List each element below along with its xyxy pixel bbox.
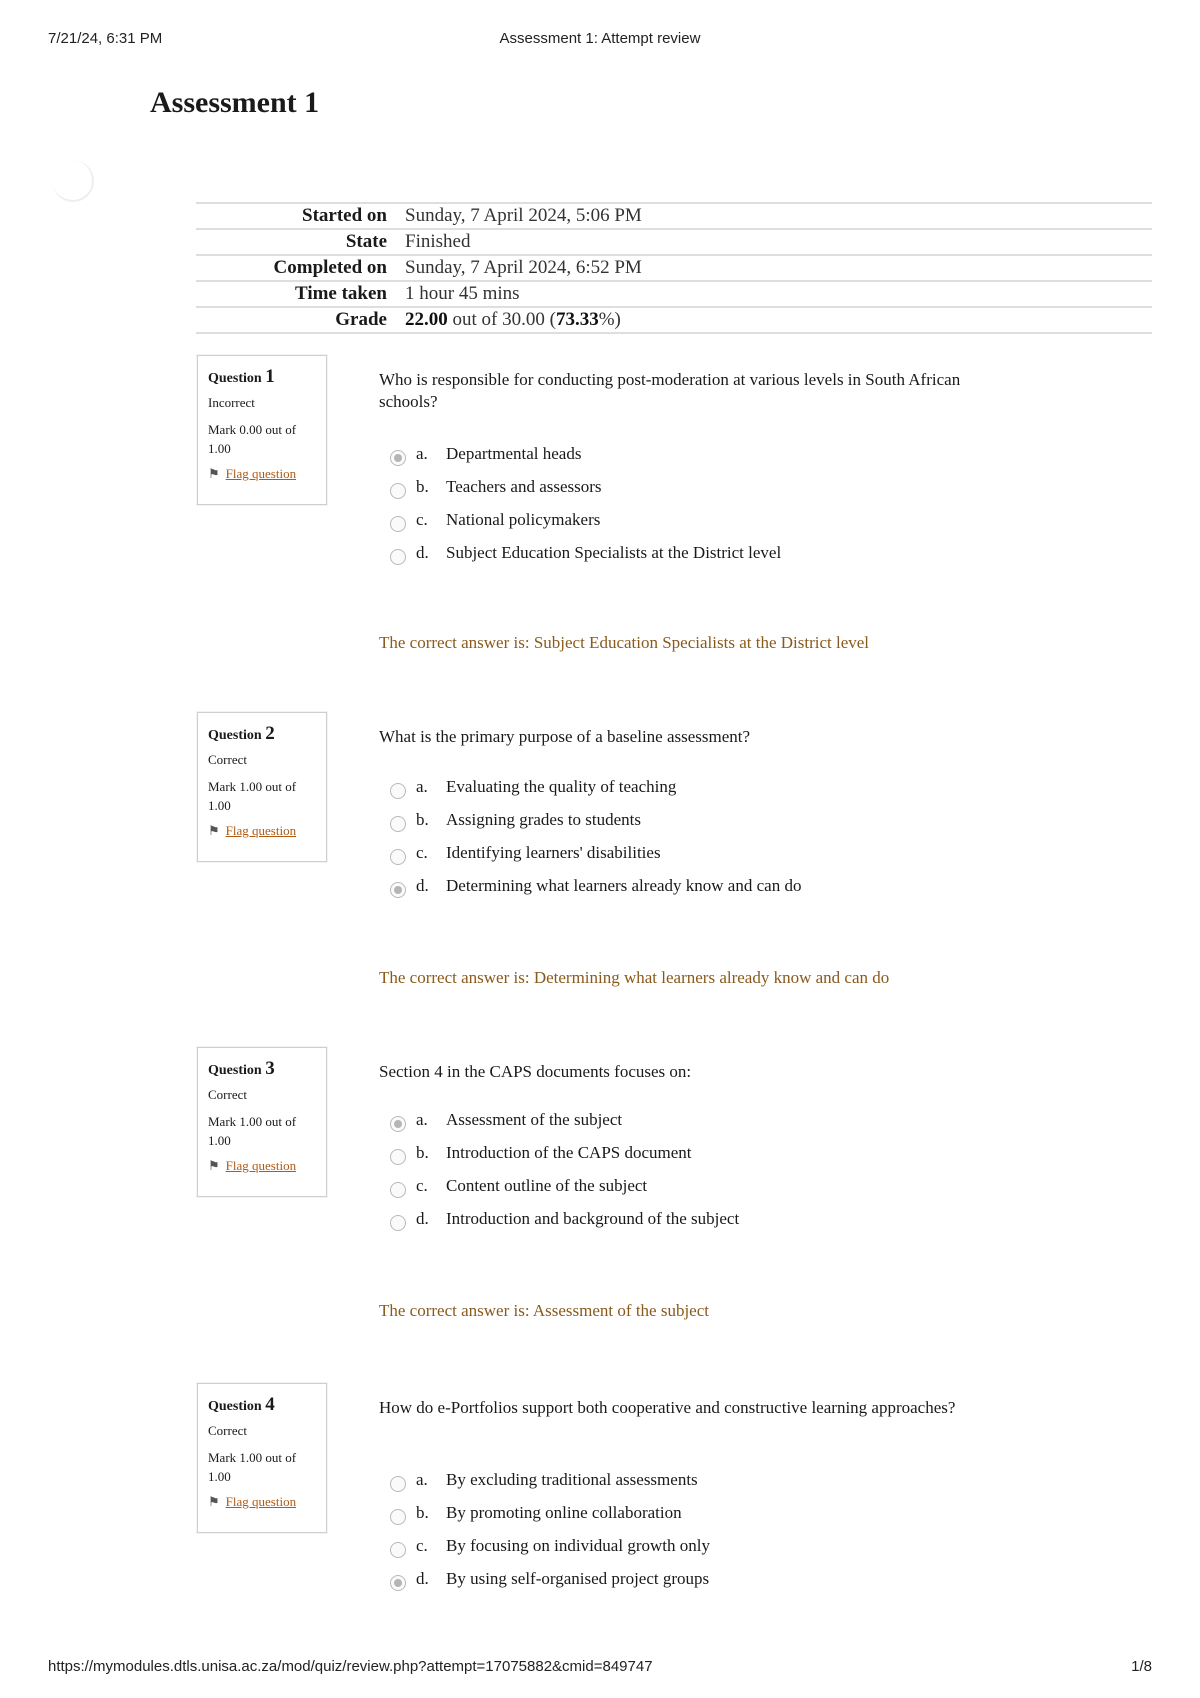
answer-option[interactable]: d. Subject Education Specialists at the District level (390, 540, 1090, 566)
summary-row-time (196, 282, 1152, 308)
answer-option[interactable]: b. Introduction of the CAPS document (390, 1140, 1090, 1166)
radio-button[interactable] (390, 516, 406, 532)
print-date: 7/21/24, 6:31 PM (48, 30, 163, 47)
question-state: Correct (208, 1423, 247, 1438)
flag-question-link[interactable]: ⚑ Flag question (208, 823, 297, 838)
radio-button-selected[interactable] (390, 882, 406, 898)
flag-question-link[interactable]: ⚑ Flag question (208, 466, 297, 481)
state-label: State (345, 231, 387, 252)
flag-icon: ⚑ (208, 1494, 220, 1509)
answer-option[interactable]: a. By excluding traditional assessments (390, 1467, 1090, 1493)
question-number: Question 2 (208, 723, 275, 744)
correct-answer-feedback: The correct answer is: Subject Education Specialists at the District level (379, 633, 870, 652)
started-value: Sunday, 7 April 2024, 5:06 PM (405, 205, 642, 226)
question-mark: Mark 1.00 out of 1.00 (208, 1114, 297, 1148)
question-state: Incorrect (208, 395, 255, 410)
summary-row-completed (196, 256, 1152, 282)
answer-option[interactable]: b. Assigning grades to students (390, 807, 1090, 833)
question-info-box (197, 1383, 327, 1533)
print-url: https://mymodules.dtls.unisa.ac.za/mod/quiz/review.php?attempt=17075882&cmid=849747 (48, 1658, 653, 1675)
answer-option[interactable]: b. By promoting online collaboration (390, 1500, 1090, 1526)
print-page-number: 1/8 (1131, 1658, 1152, 1675)
answer-option[interactable]: c. Content outline of the subject (390, 1173, 1090, 1199)
time-value: 1 hour 45 mins (405, 283, 520, 304)
radio-button[interactable] (390, 783, 406, 799)
radio-button[interactable] (390, 1476, 406, 1492)
answer-option[interactable]: a. Assessment of the subject (390, 1107, 1090, 1133)
flag-icon: ⚑ (208, 1158, 220, 1173)
question-text: What is the primary purpose of a baseline assessment? (379, 727, 751, 746)
grade-out-of: out of 30.00 ( (447, 309, 556, 330)
summary-row-state (196, 230, 1152, 256)
radio-button[interactable] (390, 816, 406, 832)
answer-option[interactable]: d. By using self-organised project groups (390, 1566, 1090, 1592)
question-text: Who is responsible for conducting post-moderation at various levels in South African schools? (379, 370, 961, 411)
question-info-box (197, 712, 327, 862)
flag-question-link[interactable]: ⚑ Flag question (208, 1158, 297, 1173)
answer-option[interactable]: d. Introduction and background of the subject (390, 1206, 1090, 1232)
question-text: Section 4 in the CAPS documents focuses on: (379, 1062, 692, 1081)
answer-option[interactable]: c. By focusing on individual growth only (390, 1533, 1090, 1559)
started-label: Started on (302, 205, 387, 226)
grade-label: Grade (335, 309, 387, 330)
radio-button[interactable] (390, 1542, 406, 1558)
radio-button-selected[interactable] (390, 1575, 406, 1591)
question-number: Question 3 (208, 1058, 275, 1079)
print-header (48, 30, 1152, 50)
completed-value: Sunday, 7 April 2024, 6:52 PM (405, 257, 642, 278)
decorative-arc (52, 160, 94, 202)
time-label: Time taken (294, 283, 387, 304)
answer-option[interactable]: c. Identifying learners' disabilities (390, 840, 1090, 866)
radio-button[interactable] (390, 1149, 406, 1165)
radio-button[interactable] (390, 849, 406, 865)
state-value: Finished (405, 231, 471, 252)
flag-icon: ⚑ (208, 823, 220, 838)
radio-button[interactable] (390, 1182, 406, 1198)
grade-score: 22.00 (405, 309, 448, 330)
correct-answer-feedback: The correct answer is: Determining what learners already know and can do (379, 968, 890, 987)
print-footer (48, 1658, 1152, 1678)
radio-button[interactable] (390, 1509, 406, 1525)
question-info-box (197, 1047, 327, 1197)
answer-option[interactable]: b. Teachers and assessors (390, 474, 1090, 500)
radio-button[interactable] (390, 483, 406, 499)
answer-option[interactable]: a. Evaluating the quality of teaching (390, 774, 1090, 800)
question-mark: Mark 1.00 out of 1.00 (208, 1450, 297, 1484)
question-mark: Mark 1.00 out of 1.00 (208, 779, 297, 813)
flag-question-link[interactable]: ⚑ Flag question (208, 1494, 297, 1509)
question-state: Correct (208, 1087, 247, 1102)
attempt-summary-table (196, 202, 1152, 334)
question-mark: Mark 0.00 out of 1.00 (208, 422, 297, 456)
summary-row-grade (196, 308, 1152, 334)
summary-row-started (196, 204, 1152, 230)
grade-percent: 73.33 (555, 309, 599, 330)
question-text: How do e-Portfolios support both cooperative and constructive learning approaches? (379, 1398, 956, 1417)
radio-button-selected[interactable] (390, 450, 406, 466)
question-number: Question 1 (208, 366, 275, 387)
question-number: Question 4 (208, 1394, 275, 1415)
completed-label: Completed on (273, 257, 387, 278)
correct-answer-feedback: The correct answer is: Assessment of the subject (379, 1301, 709, 1320)
radio-button[interactable] (390, 1215, 406, 1231)
question-info-box (197, 355, 327, 505)
answer-option[interactable]: d. Determining what learners already know and can do (390, 873, 1090, 899)
grade-value (387, 309, 621, 331)
answer-option[interactable]: c. National policymakers (390, 507, 1090, 533)
answer-option[interactable]: a. Departmental heads (390, 441, 1090, 467)
radio-button-selected[interactable] (390, 1116, 406, 1132)
print-title: Assessment 1: Attempt review (499, 30, 701, 47)
radio-button[interactable] (390, 549, 406, 565)
page-title: Assessment 1 (150, 86, 320, 119)
flag-icon: ⚑ (208, 466, 220, 481)
grade-end: %) (598, 309, 621, 330)
question-state: Correct (208, 752, 247, 767)
